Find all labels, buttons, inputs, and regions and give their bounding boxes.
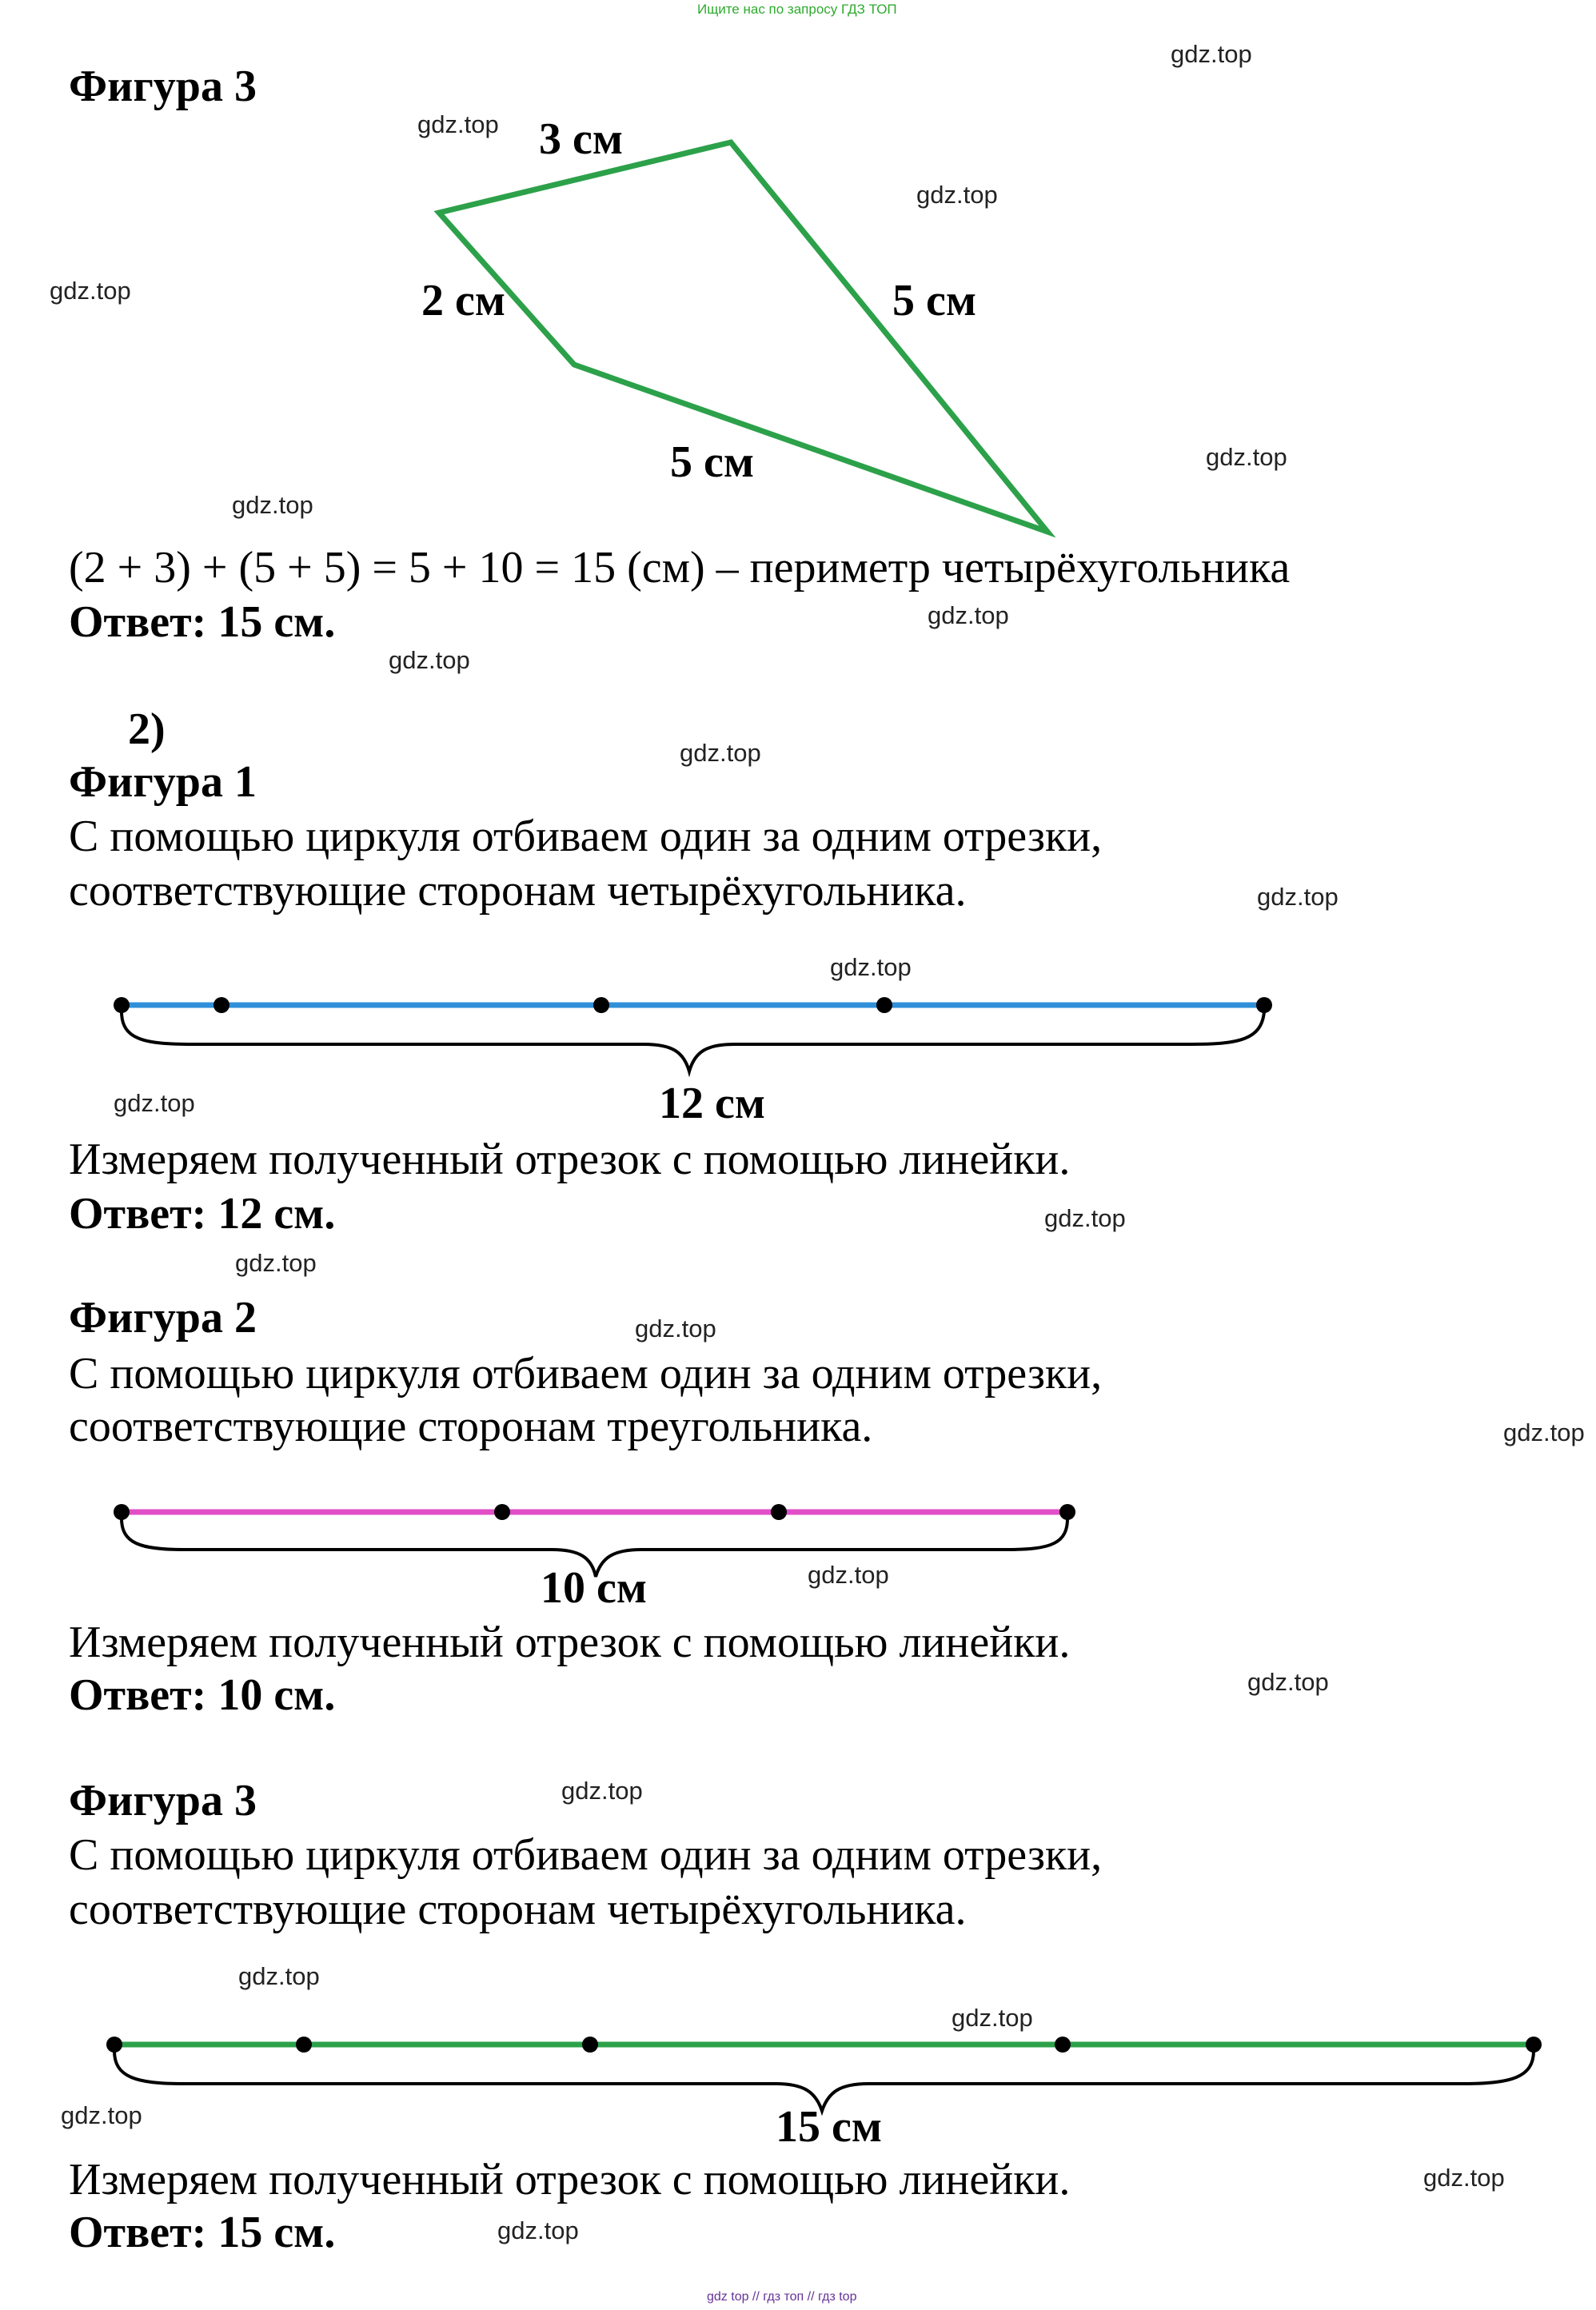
fig2-total-label: 10 см: [541, 1563, 647, 1613]
fig1-text-line1: С помощью циркуля отбиваем один за одним отрезки,: [69, 812, 1103, 861]
watermark: gdz.top: [238, 1962, 320, 1990]
fig2-heading: Фигура 2: [69, 1293, 257, 1343]
watermark: gdz.top: [389, 646, 470, 674]
figure3-heading: Фигура 3: [69, 62, 257, 111]
fig1-measure-text: Измеряем полученный отрезок с помощью линейки.: [69, 1135, 1071, 1184]
segment1-point: [213, 997, 229, 1013]
segment2-point: [1059, 1504, 1075, 1520]
segment1-brace: [122, 1011, 1264, 1071]
fig1-text-line2: соответствующие сторонам четырёхугольника.: [69, 866, 967, 916]
part2-number: 2): [128, 704, 166, 754]
watermark: gdz.top: [1247, 1668, 1329, 1696]
fig2-measure-text: Измеряем полученный отрезок с помощью линейки.: [69, 1618, 1071, 1667]
watermark: gdz.top: [928, 601, 1009, 629]
segment2-point: [494, 1504, 510, 1520]
fig3-heading: Фигура 3: [69, 1776, 257, 1825]
side-label-left: 2 см: [421, 276, 505, 325]
fig3-total-label: 15 см: [776, 2102, 882, 2152]
bottom-links[interactable]: gdz top // гдз топ // гдз top: [707, 2290, 857, 2304]
watermark: gdz.top: [561, 1777, 643, 1805]
watermark: gdz.top: [61, 2101, 142, 2129]
segment1-point: [114, 997, 130, 1013]
segment3-point: [296, 2037, 312, 2053]
watermark: gdz.top: [1503, 1418, 1585, 1446]
fig3-measure-text: Измеряем полученный отрезок с помощью линейки.: [69, 2155, 1071, 2204]
fig1-answer: Ответ: 12 см.: [69, 1189, 336, 1239]
watermark: gdz.top: [1206, 443, 1287, 471]
segment3-point: [1526, 2037, 1542, 2053]
segment3-point: [582, 2037, 598, 2053]
fig2-text-line1: С помощью циркуля отбиваем один за одним отрезки,: [69, 1349, 1103, 1398]
segment2-point: [114, 1504, 130, 1520]
answer-part1: Ответ: 15 см.: [69, 597, 336, 647]
top-search-link[interactable]: Ищите нас по запросу ГДЗ ТОП: [697, 2, 897, 17]
fig1-heading: Фигура 1: [69, 757, 257, 807]
watermark: gdz.top: [916, 181, 998, 209]
watermark: gdz.top: [808, 1561, 889, 1589]
segment1-point: [1256, 997, 1272, 1013]
watermark: gdz.top: [1044, 1204, 1126, 1232]
watermark: gdz.top: [114, 1089, 195, 1117]
side-label-bottom: 5 см: [670, 437, 754, 487]
fig1-total-label: 12 см: [659, 1079, 765, 1128]
perimeter-calculation: (2 + 3) + (5 + 5) = 5 + 10 = 15 (см) – периметр четырёхугольника: [69, 543, 1291, 592]
watermark: gdz.top: [50, 277, 131, 305]
fig2-text-line2: соответствующие сторонам треугольника.: [69, 1402, 873, 1451]
segment1-point: [593, 997, 609, 1013]
side-label-right: 5 см: [892, 276, 976, 325]
watermark: gdz.top: [1423, 2164, 1505, 2192]
fig3-text-line2: соответствующие сторонам четырёхугольника.: [69, 1885, 967, 1934]
watermark: gdz.top: [1257, 883, 1339, 911]
watermark: gdz.top: [497, 2216, 579, 2244]
fig3-answer: Ответ: 15 см.: [69, 2208, 336, 2257]
watermark: gdz.top: [235, 1249, 317, 1277]
segment3-point: [1055, 2037, 1071, 2053]
watermark: gdz.top: [417, 110, 499, 138]
side-label-top: 3 см: [539, 114, 623, 164]
segment1-point: [876, 997, 892, 1013]
segment2-point: [771, 1504, 787, 1520]
watermark: gdz.top: [830, 953, 912, 981]
watermark: gdz.top: [635, 1315, 716, 1343]
watermark: gdz.top: [680, 739, 761, 767]
segment3-point: [106, 2037, 122, 2053]
fig2-answer: Ответ: 10 см.: [69, 1670, 336, 1720]
watermark: gdz.top: [1171, 40, 1252, 68]
watermark: gdz.top: [232, 491, 313, 519]
fig3-text-line1: С помощью циркуля отбиваем один за одним отрезки,: [69, 1830, 1103, 1880]
watermark: gdz.top: [952, 2004, 1033, 2032]
